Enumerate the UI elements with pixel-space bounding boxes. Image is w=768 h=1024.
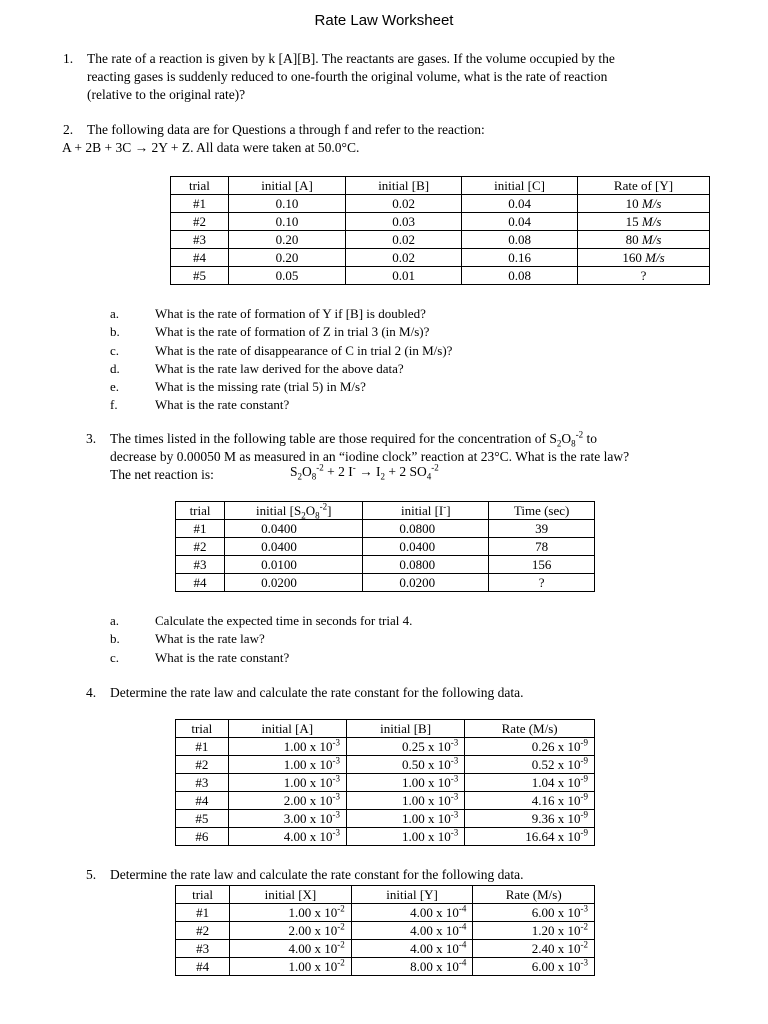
table-row (171, 249, 710, 267)
table-cell: #1 (176, 738, 229, 756)
question-number: 4. (86, 685, 97, 700)
table-cell (346, 792, 464, 810)
mantissa: 4.00 x 10 (288, 941, 338, 956)
table-cell: #3 (176, 556, 225, 574)
question-5 (86, 866, 730, 884)
sub-question-text: Calculate the expected time in seconds for trial 4. (155, 613, 413, 628)
question-text: Determine the rate law and calculate the rate constant for the following data. (110, 685, 524, 700)
table-row (176, 520, 595, 538)
column-header: initial [Y] (351, 886, 473, 904)
table-cell: 0.02 (346, 249, 462, 267)
question-text: The times listed in the following table are those required for the concentration of $S_2O_8^{-2}$ to (110, 429, 598, 449)
rate-value: 80 M/s (625, 232, 662, 247)
mantissa: 1.00 x 10 (283, 775, 333, 790)
table-cell (346, 774, 464, 792)
exponent: -3 (450, 809, 459, 820)
table-cell: 0.08 (462, 231, 578, 249)
table-cell (578, 249, 710, 267)
mantissa: 0.26 x 10 (531, 739, 581, 754)
exponent: -9 (580, 737, 588, 748)
mantissa: 1.00 x 10 (288, 959, 338, 974)
table-row (176, 738, 595, 756)
exponent: -3 (332, 827, 340, 838)
column-header: initial [A] (228, 720, 346, 738)
table-cell: 39 (489, 520, 595, 538)
data-table-q5 (175, 885, 595, 976)
table-cell: 0.20 (228, 231, 345, 249)
mantissa: 1.00 x 10 (402, 775, 451, 790)
mantissa: 1.20 x 10 (531, 923, 581, 938)
table-cell (346, 828, 464, 846)
sub-question (110, 649, 412, 667)
table-cell: 0.20 (228, 249, 345, 267)
table-cell (473, 904, 595, 922)
column-header: trial (171, 177, 229, 195)
exponent: -3 (332, 773, 340, 784)
table-cell (230, 958, 352, 976)
mantissa: 4.00 x 10 (410, 905, 459, 920)
exponent: -4 (458, 903, 467, 914)
table-cell: 0.0400 (225, 538, 363, 556)
table-cell (351, 922, 473, 940)
mantissa: 9.36 x 10 (531, 811, 581, 826)
exponent: -2 (337, 903, 345, 914)
question-text: The net reaction is: (110, 467, 214, 482)
question-text: decrease by 0.00050 M as measured in an “iodine clock” reaction at 23°C. What is the rate law? (110, 449, 630, 464)
data-table-q4 (175, 719, 595, 846)
table-cell: #3 (176, 774, 229, 792)
column-header: Rate (M/s) (473, 886, 595, 904)
table-cell: #4 (171, 249, 229, 267)
table-row (176, 922, 595, 940)
table-cell: 0.0200 (225, 574, 363, 592)
exponent: -3 (332, 809, 340, 820)
table-cell: #4 (176, 792, 229, 810)
table-cell (578, 231, 710, 249)
table-cell: #1 (171, 195, 229, 213)
table-cell: 0.0800 (363, 556, 489, 574)
rate-value: 10 M/s (625, 196, 662, 211)
column-header: trial (176, 886, 230, 904)
mantissa: 0.50 x 10 (402, 757, 451, 772)
exponent: -4 (458, 939, 467, 950)
mantissa: 2.00 x 10 (283, 793, 333, 808)
table-row (176, 774, 595, 792)
sub-question-letter: a. (110, 306, 120, 321)
table-cell (465, 756, 595, 774)
exponent: -3 (332, 755, 340, 766)
sub-question-text: What is the rate of disappearance of C in trial 2 (in M/s)? (155, 342, 453, 358)
table-cell (230, 922, 352, 940)
worksheet-title: Rate Law Worksheet (314, 12, 454, 29)
exponent: -3 (450, 791, 459, 802)
mantissa: 1.00 x 10 (402, 811, 451, 826)
table-cell: 0.02 (346, 195, 462, 213)
question-2-subitems (110, 305, 452, 415)
table-cell (346, 756, 464, 774)
table-cell: #6 (176, 828, 229, 846)
mantissa: 4.00 x 10 (410, 941, 459, 956)
sub-question-text: What is the rate law derived for the above data? (155, 360, 404, 376)
table-cell (465, 792, 595, 810)
column-header: initial [X] (230, 886, 352, 904)
exponent: -9 (580, 755, 588, 766)
table-cell (230, 904, 352, 922)
table-cell: 0.04 (462, 213, 578, 231)
table-row (176, 958, 595, 976)
table-row (176, 756, 595, 774)
question-number: 5. (86, 867, 97, 882)
exponent: -3 (450, 737, 459, 748)
table-cell (228, 810, 346, 828)
table-cell: #2 (176, 756, 229, 774)
table-cell (351, 904, 473, 922)
sub-question-text: What is the rate of formation of Z in trial 3 (in M/s)? (155, 324, 430, 340)
table-cell (465, 738, 595, 756)
table-cell: #3 (171, 231, 229, 249)
table-row (176, 940, 595, 958)
sub-question-letter: f. (110, 397, 118, 413)
sub-question (110, 630, 412, 648)
exponent: -2 (337, 939, 345, 950)
table-row (171, 195, 710, 213)
mantissa: 6.00 x 10 (531, 959, 581, 974)
table-header-row (171, 177, 710, 195)
sub-question (110, 378, 452, 396)
mantissa: 1.00 x 10 (402, 793, 451, 808)
table-cell (578, 213, 710, 231)
exponent: -2 (337, 921, 345, 932)
mantissa: 1.04 x 10 (531, 775, 581, 790)
table-cell: #5 (171, 267, 229, 285)
mantissa: 0.25 x 10 (402, 739, 451, 754)
table-cell: 0.04 (462, 195, 578, 213)
question-number: 1. (63, 51, 74, 66)
exponent: -4 (458, 957, 467, 968)
sub-question-letter: b. (110, 324, 120, 340)
mantissa: 4.16 x 10 (531, 793, 581, 808)
table-row (176, 538, 595, 556)
table-row (176, 792, 595, 810)
mantissa: 2.40 x 10 (531, 941, 581, 956)
table-cell: 0.16 (462, 249, 578, 267)
table-cell: 0.0400 (363, 538, 489, 556)
table-row (171, 213, 710, 231)
exponent: -9 (580, 773, 588, 784)
question-text: The rate of a reaction is given by k [A][B]. The reactants are gases. If the volume occupied by the (87, 51, 615, 66)
table-cell (351, 958, 473, 976)
table-cell: #2 (176, 538, 225, 556)
net-reaction-equation: $S_2O_8^{-2} + 2$ $I^- \to I_2 + 2$ $SO_4^{-2}$ (290, 462, 439, 482)
table-cell: 0.02 (346, 231, 462, 249)
column-header: trial (176, 720, 229, 738)
table-cell: 0.05 (228, 267, 345, 285)
sub-question-letter: e. (110, 379, 120, 395)
question-number: 2. (63, 122, 74, 137)
sub-question (110, 305, 452, 323)
column-header: Rate of [Y] (578, 177, 710, 195)
mantissa: 4.00 x 10 (410, 923, 459, 938)
exponent: -2 (580, 921, 588, 932)
mantissa: 2.00 x 10 (288, 923, 338, 938)
sub-question-text: What is the missing rate (trial 5) in M/s? (155, 379, 366, 395)
table-cell (473, 922, 595, 940)
exponent: -4 (458, 921, 467, 932)
sub-question (110, 323, 452, 341)
sub-question-text: What is the rate law? (155, 631, 265, 647)
exponent: -3 (450, 827, 459, 838)
column-header: initial [A] (228, 177, 345, 195)
table-header-row (176, 720, 595, 738)
table-cell (465, 810, 595, 828)
sub-question (110, 612, 412, 630)
table-cell (228, 738, 346, 756)
reaction-equation: A + 2B + 3C → 2Y + Z. All data were taken at 50.0°C. (62, 140, 360, 155)
table-cell: #5 (176, 810, 229, 828)
sub-question-letter: d. (110, 360, 120, 376)
sub-question-text: What is the rate constant? (155, 397, 290, 413)
mantissa: 1.00 x 10 (283, 757, 333, 772)
column-header: initial [B] (346, 720, 464, 738)
table-row (176, 574, 595, 592)
table-cell: #1 (176, 520, 225, 538)
column-header: initial [C] (462, 177, 578, 195)
mantissa: 6.00 x 10 (531, 905, 581, 920)
exponent: -3 (450, 755, 459, 766)
table-cell: 0.0200 (363, 574, 489, 592)
question-number: 3. (86, 431, 97, 446)
sub-question (110, 396, 452, 414)
table-cell: 0.10 (228, 195, 345, 213)
mantissa: 3.00 x 10 (283, 811, 333, 826)
table-cell: ? (489, 574, 595, 592)
mantissa: 0.52 x 10 (531, 757, 581, 772)
data-table-q2 (170, 176, 710, 285)
table-header-row (176, 502, 595, 520)
sub-question-letter: c. (110, 649, 120, 665)
column-header: Time (sec) (489, 502, 595, 520)
table-cell: 0.10 (228, 213, 345, 231)
table-cell (230, 940, 352, 958)
exponent: -9 (580, 809, 588, 820)
exponent: -2 (580, 939, 588, 950)
sub-question-letter: b. (110, 631, 120, 647)
table-cell: #4 (176, 574, 225, 592)
column-header: initial [B] (346, 177, 462, 195)
question-text: The following data are for Questions a through f and refer to the reaction: (87, 122, 485, 137)
mantissa: 4.00 x 10 (283, 829, 333, 844)
sub-question-letter: c. (110, 342, 120, 358)
table-cell: 0.0100 (225, 556, 363, 574)
table-cell (228, 792, 346, 810)
sub-question-text: What is the rate constant? (155, 649, 290, 665)
mantissa: 1.00 x 10 (402, 829, 451, 844)
table-cell: 0.0800 (363, 520, 489, 538)
table-cell: ? (578, 267, 710, 285)
table-cell: 0.08 (462, 267, 578, 285)
sub-question (110, 360, 452, 378)
rate-value: 160 M/s (622, 250, 665, 265)
table-row (176, 556, 595, 574)
table-row (176, 904, 595, 922)
question-3-subitems (110, 612, 412, 667)
question-2 (62, 121, 727, 157)
table-cell: #4 (176, 958, 230, 976)
table-cell: 0.0400 (225, 520, 363, 538)
exponent: -3 (332, 791, 340, 802)
mantissa: 1.00 x 10 (288, 905, 338, 920)
mantissa: 1.00 x 10 (283, 739, 333, 754)
table-cell (465, 828, 595, 846)
exponent: -3 (450, 773, 459, 784)
table-row (176, 810, 595, 828)
table-row (171, 231, 710, 249)
question-text: reacting gases is suddenly reduced to one-fourth the original volume, what is the rate of reaction (87, 69, 608, 84)
mantissa: 16.64 x 10 (525, 829, 581, 844)
exponent: -3 (332, 737, 340, 748)
table-cell: 78 (489, 538, 595, 556)
table-cell (578, 195, 710, 213)
sub-question-text: What is the rate of formation of Y if [B] is doubled? (155, 306, 426, 321)
table-cell: #3 (176, 940, 230, 958)
table-cell (473, 940, 595, 958)
exponent: -9 (580, 791, 588, 802)
question-text: (relative to the original rate)? (87, 87, 246, 102)
table-cell (228, 828, 346, 846)
exponent: -3 (580, 957, 588, 968)
sub-question (110, 342, 452, 360)
exponent: -2 (337, 957, 345, 968)
data-table-q3 (175, 501, 595, 592)
rate-value: 15 M/s (625, 214, 662, 229)
sub-question-letter: a. (110, 613, 120, 628)
table-cell (228, 774, 346, 792)
table-header-row (176, 886, 595, 904)
question-4 (86, 684, 730, 702)
exponent: -3 (580, 903, 588, 914)
table-cell (228, 756, 346, 774)
column-header: initial [I-] (363, 502, 489, 520)
question-text: Determine the rate law and calculate the rate constant for the following data. (110, 867, 524, 882)
table-cell: 0.03 (346, 213, 462, 231)
table-cell: #2 (176, 922, 230, 940)
table-cell (346, 738, 464, 756)
table-row (176, 828, 595, 846)
mantissa: 8.00 x 10 (410, 959, 459, 974)
table-row (171, 267, 710, 285)
table-cell (346, 810, 464, 828)
column-header: trial (176, 502, 225, 520)
exponent: -9 (580, 827, 588, 838)
table-cell (473, 958, 595, 976)
column-header: initial $[S_2O_8^{-2}]$ (225, 502, 363, 520)
question-1 (63, 50, 727, 104)
column-header: Rate (M/s) (465, 720, 595, 738)
table-cell: #1 (176, 904, 230, 922)
table-cell: #2 (171, 213, 229, 231)
table-cell: 156 (489, 556, 595, 574)
table-cell (465, 774, 595, 792)
table-cell: 0.01 (346, 267, 462, 285)
table-cell (351, 940, 473, 958)
